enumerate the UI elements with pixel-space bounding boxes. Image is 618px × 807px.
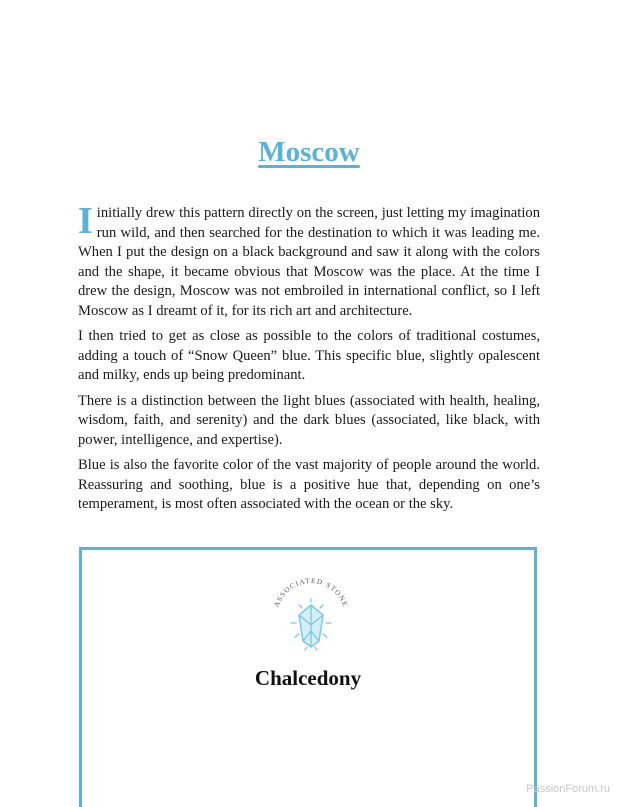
badge-text [273,577,350,609]
watermark: PassionForum.ru [526,783,610,795]
paragraph-4: Blue is also the favorite color of the vast majority of people around the world. Reassuring and soothing, blue is a positive hue that, depending on one’s temperament, is most often associated with the ocean or the sky. [78,457,540,512]
page-title: Moscow [258,136,360,168]
associated-stone-badge [269,575,353,659]
associated-stone-box [79,547,537,807]
drop-cap: I [78,200,93,242]
stone-name: Chalcedony [254,666,362,690]
paragraph-1 [78,200,540,321]
article-body [78,200,540,521]
paragraph-3: There is a distinction between the light blues (associated with health, healing, wisdom, faith, and serenity) and the dark blues (associated, like black, with power, intelligence, and expertise). [78,392,540,448]
crystal-icon [291,599,331,650]
paragraph-1-text: initially drew this pattern directly on the screen, just letting my imagination run wild, and then searched for the destination to which it was leading me. When I put the design on a black background and saw it along with the colors and the shape, it became obvious that Moscow was the place. At the time I drew the design, Moscow was not embroiled in international conflict, so I left Moscow as I dreamt of it, for its rich art and architecture. [78,205,540,319]
badge-text-path: ASSOCIATED STONE [272,576,350,609]
paragraph-2: I then tried to get as close as possible to the colors of traditional costumes, adding a touch of “Snow Queen” blue. This specific blue, slightly opalescent and milky, ends up being predominant. [78,328,540,383]
